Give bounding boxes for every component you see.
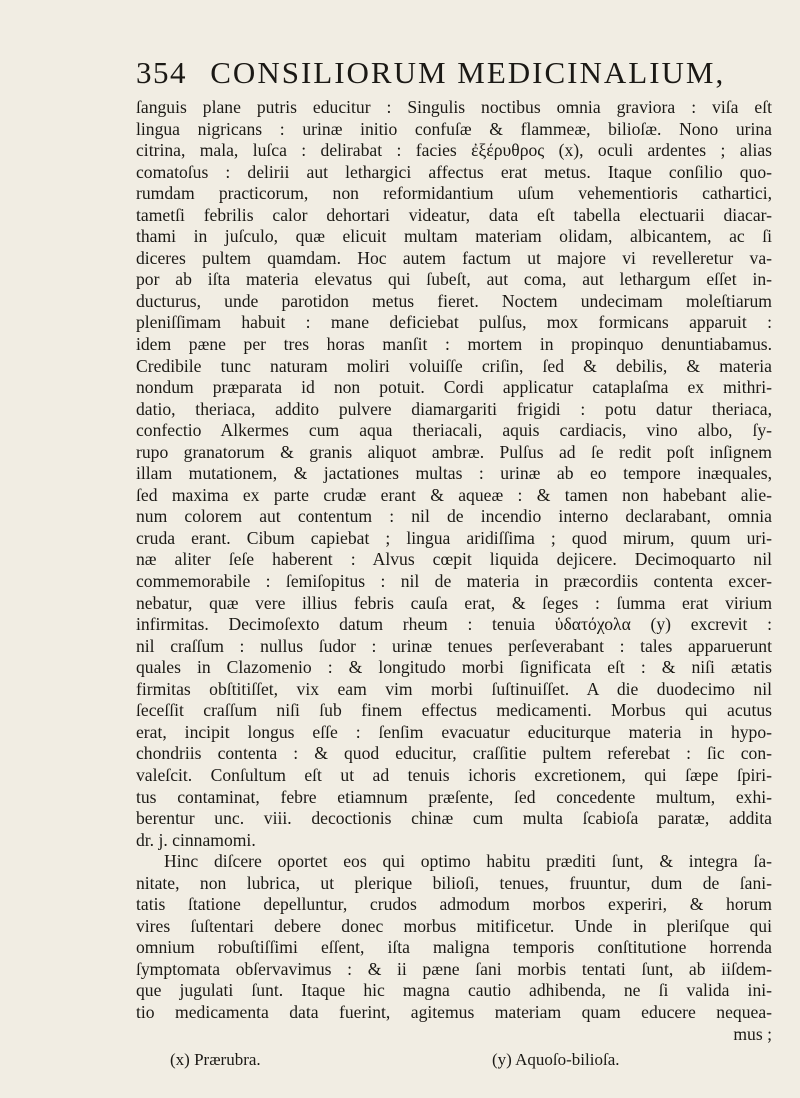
text-line: diceres pultem quamdam. Hoc autem factum ut majore vi revelleretur va- (136, 247, 772, 268)
text-line: nebatur, quæ vere illius febris cauſa erat, & ſeges : ſumma erat virium (136, 592, 772, 613)
text-line: comatoſus : delirii aut lethargici affectus erat metus. Itaque conſilio quo- (136, 161, 772, 182)
text-line: nondum præparata id non potuit. Cordi applicatur cataplaſma ex mithri- (136, 377, 772, 398)
text-line: nil craſſum : nullus ſudor : urinæ tenues perſeverabant : tales apparuerunt (136, 635, 772, 656)
text-line: pleniſſimam habuit : mane deficiebat pulſus, mox formicans apparuit : (136, 312, 772, 333)
text-line: Credibile tunc naturam moliri voluiſſe criſin, ſed & debilis, & materia (136, 355, 772, 376)
text-line: tio medicamenta data fuerint, agitemus materiam quam educere nequea- (136, 1001, 772, 1022)
text-line: lingua nigricans : urinæ initio confuſæ & flammeæ, bilioſæ. Nono urina (136, 118, 772, 139)
text-line: firmitas obſtitiſſet, vix eam vim morbi ſuſtinuiſſet. A die duodecimo nil (136, 678, 772, 699)
running-header (136, 55, 776, 91)
footnote-x: (x) Prærubra. (170, 1050, 261, 1069)
text-line: commemorabile : ſemiſopitus : nil de materia in præcordiis contenta excer- (136, 571, 772, 592)
text-line: num colorem aut contentum : nil de incendio interno declarabant, omnia (136, 506, 772, 527)
text-line: ſanguis plane putris educitur : Singulis noctibus omnia graviora : viſa eſt (136, 97, 772, 117)
text-line: nitate, non lubrica, ut plerique bilioſi, tenues, fruuntur, dum de ſani- (136, 872, 772, 893)
paragraph-start-line: Hinc diſcere oportet eos qui optimo habitu præditi ſunt, & integra ſa- (164, 851, 772, 872)
text-line: que jugulati ſunt. Itaque hic magna cautio adhibenda, ne ſi valida ini- (136, 980, 772, 1001)
text-line: valeſcit. Conſultum eſt ut ad tenuis ichoris excretionem, qui ſæpe ſpiri- (136, 764, 772, 785)
text-line: omnium robuſtiſſimi eſſent, iſta maligna temporis conſtitutione horrenda (136, 937, 772, 958)
text-line: infirmitas. Decimoſexto datum rheum : tenuia ὑδατόχολα (y) excrevit : (136, 614, 772, 635)
text-line: illam mutationem, & jactationes multas : urinæ ab eo tempore inæquales, (136, 463, 772, 484)
text-line: cruda erant. Cibum capiebat ; lingua aridiſſima ; quod mirum, quum uri- (136, 527, 772, 548)
text-line: quales in Clazomenio : & longitudo morbi ſignificata eſt : & niſi ætatis (136, 657, 772, 678)
text-line: thami in juſculo, quæ elicuit multam materiam olidam, albicantem, ac ſi (136, 226, 772, 247)
text-line: ſeceſſit craſſum niſi ſub finem effectus medicamenti. Morbus qui acutus (136, 700, 772, 721)
text-line: tatis ſtatione depelluntur, crudos admodum morbos experiri, & horum (136, 894, 772, 915)
text-line: næ aliter ſeſe haberent : Alvus cœpit liquida dejicere. Decimoquarto nil (136, 549, 772, 570)
text-line: tametſi febrilis calor dehortari videatur, data eſt tabella electuarii diacar- (136, 204, 772, 225)
text-line: vires ſuſtentari debere donec morbus mitificetur. Unde in pleriſque qui (136, 915, 772, 936)
text-line: por ab iſta materia elevatus qui ſubeſt, aut coma, aut lethargum eſſet in- (136, 269, 772, 290)
text-line: idem pæne per tres horas manſit : mortem in propinquo denuntiabamus. (136, 334, 772, 355)
catchword-line: mus ; (733, 1023, 772, 1044)
text-line: ducturus, unde parotidon metus fieret. Noctem undecimam moleſtiarum (136, 290, 772, 311)
page-number: 354 (136, 55, 187, 90)
text-line: ſymptomata obſervavimus : & ii pæne ſani morbis tentati ſunt, ab iiſdem- (136, 958, 772, 979)
body-text (136, 97, 772, 1045)
text-line: rupo granatorum & granis aliquot ambræ. Pulſus ad ſe redit poſt inſignem (136, 441, 772, 462)
text-line: datio, theriaca, addito pulvere diamargariti frigidi : potu datur theriaca, (136, 398, 772, 419)
paragraph-end-line: dr. j. cinnamomi. (136, 829, 256, 850)
text-line: erat, incipit longus eſſe : ſenſim evacuatur educiturque materia in hypo- (136, 721, 772, 742)
running-title: CONSILIORUM MEDICINALIUM, (210, 55, 726, 90)
text-line: rumdam practicorum, non reformidantium uſum vehementioris cathartici, (136, 183, 772, 204)
text-line: confectio Alkermes cum aqua theriacali, aquis cardiacis, vino albo, ſy- (136, 420, 772, 441)
text-line: tus contaminat, febre etiamnum præſente, ſed concedente multum, exhi- (136, 786, 772, 807)
text-line: citrina, mala, luſca : delirabat : facies ἐξέρυθρος (x), oculi ardentes ; alias (136, 140, 772, 161)
text-line: ſed maxima ex parte crudæ erant & aqueæ : & tamen non habebant alie- (136, 484, 772, 505)
footnote-y: (y) Aquoſo-bilioſa. (492, 1050, 620, 1069)
text-line: berentur unc. viii. decoctionis chinæ cum multa ſcabioſa paratæ, addita (136, 808, 772, 829)
text-line: chondriis contenta : & quod educitur, craſſitie pultem referebat : ſic con- (136, 743, 772, 764)
